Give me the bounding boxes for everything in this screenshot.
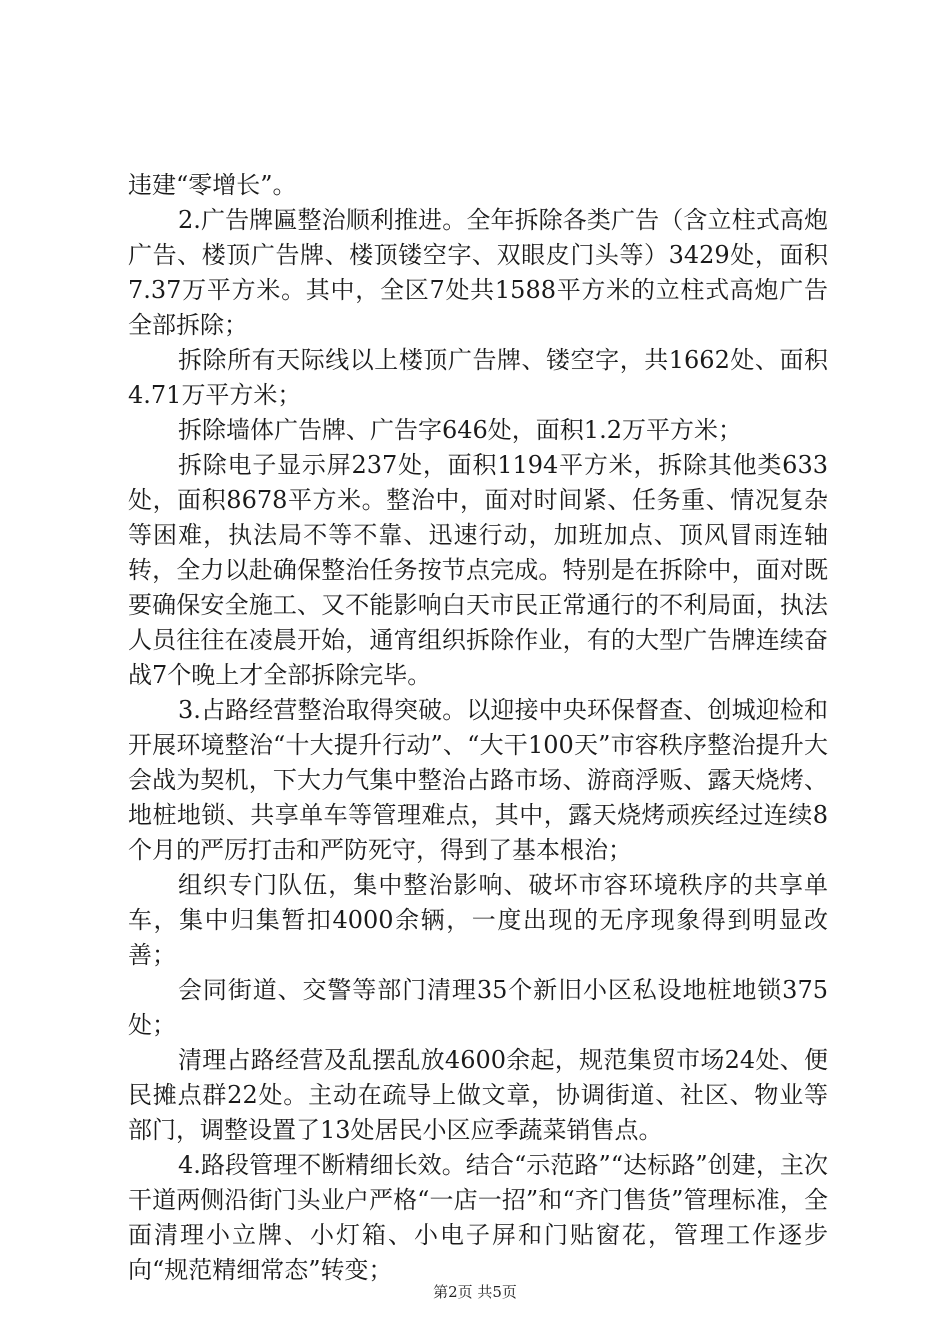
- paragraph-10: 4.路段管理不断精细长效。结合“示范路”“达标路”创建，主次干道两侧沿街门头业户严格“一店一招”和“齐门售货”管理标准，全面清理小立牌、小灯箱、小电子屏和门贴窗花，管理工作逐步向“规范精细常态”转变；: [128, 1151, 828, 1284]
- paragraph-5: 拆除电子显示屏237处，面积1194平方米，拆除其他类633处，面积8678平方米。整治中，面对时间紧、任务重、情况复杂等困难，执法局不等不靠、迅速行动，加班加点、顶风冒雨连轴转，全力以赴确保整治任务按节点完成。特别是在拆除中，面对既要确保安全施工、又不能影响白天市民正常通行的不利局面，执法人员往往在凌晨开始，通宵组织拆除作业，有的大型广告牌连续奋战7个晚上才全部拆除完毕。: [128, 451, 828, 689]
- paragraph-2: 2.广告牌匾整治顺利推进。全年拆除各类广告（含立柱式高炮广告、楼顶广告牌、楼顶镂空字、双眼皮门头等）3429处，面积7.37万平方米。其中，全区7处共1588平方米的立柱式高炮广告全部拆除；: [128, 206, 828, 339]
- paragraph-6: 3.占路经营整治取得突破。以迎接中央环保督查、创城迎检和开展环境整治“十大提升行动”、“大干100天”市容秩序整治提升大会战为契机，下大力气集中整治占路市场、游商浮贩、露天烧烤、地桩地锁、共享单车等管理难点，其中，露天烧烤顽疾经过连续8个月的严厉打击和严防死守，得到了基本根治；: [128, 696, 828, 864]
- document-body: [128, 168, 828, 1288]
- page-number-footer: 第2页 共5页: [433, 1283, 517, 1301]
- paragraph-8: 会同街道、交警等部门清理35个新旧小区私设地桩地锁375处；: [128, 976, 828, 1039]
- paragraph-1: 违建“零增长”。: [128, 171, 297, 199]
- paragraph-7: 组织专门队伍，集中整治影响、破坏市容环境秩序的共享单车，集中归集暂扣4000余辆，一度出现的无序现象得到明显改善；: [128, 871, 828, 969]
- paragraph-9: 清理占路经营及乱摆乱放4600余起，规范集贸市场24处、便民摊点群22处。主动在疏导上做文章，协调街道、社区、物业等部门，调整设置了13处居民小区应季蔬菜销售点。: [128, 1046, 828, 1144]
- paragraph-3: 拆除所有天际线以上楼顶广告牌、镂空字，共1662处、面积4.71万平方米；: [128, 346, 828, 409]
- paragraph-4: 拆除墙体广告牌、广告字646处，面积1.2万平方米；: [178, 416, 742, 444]
